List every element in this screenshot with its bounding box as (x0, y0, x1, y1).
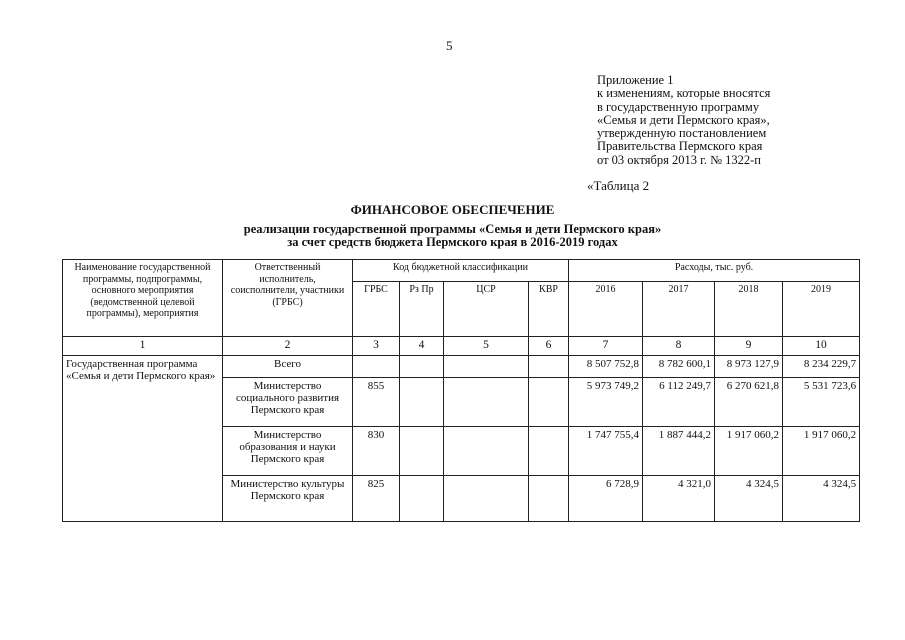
expense-2017-cell: 1 887 444,2 (643, 427, 715, 476)
header-2017: 2017 (643, 282, 715, 337)
appendix-line: Правительства Пермского края (597, 139, 763, 154)
header-row-1 (63, 260, 860, 282)
column-number: 5 (444, 337, 529, 356)
column-number-row (63, 337, 860, 356)
appendix-line: к изменениям, которые вносятся (597, 86, 771, 101)
expense-2016-cell: 8 507 752,8 (569, 356, 643, 378)
program-name-cell: Государственная программа «Семья и дети Пермского края» (63, 356, 223, 522)
kvr-cell (529, 378, 569, 427)
expense-2017-cell: 8 782 600,1 (643, 356, 715, 378)
header-csr: ЦСР (444, 282, 529, 337)
table-label: «Таблица 2 (587, 178, 650, 193)
column-number: 7 (569, 337, 643, 356)
subtitle-line-1: реализации государственной программы «Семья и дети Пермского края» (243, 222, 662, 236)
column-number: 8 (643, 337, 715, 356)
grbs-cell: 825 (353, 476, 400, 522)
expense-2019-cell: 8 234 229,7 (783, 356, 860, 378)
page-number: 5 (446, 38, 453, 53)
expense-2018-cell: 6 270 621,8 (715, 378, 783, 427)
expense-2019-cell: 1 917 060,2 (783, 427, 860, 476)
csr-cell (444, 378, 529, 427)
column-number: 2 (223, 337, 353, 356)
expense-2016-cell: 5 973 749,2 (569, 378, 643, 427)
executor-cell: Министерство культуры Пермского края (223, 476, 353, 522)
column-number: 6 (529, 337, 569, 356)
column-number: 10 (783, 337, 860, 356)
expense-2016-cell: 1 747 755,4 (569, 427, 643, 476)
executor-cell: Министерство образования и науки Пермского края (223, 427, 353, 476)
rzpr-cell (400, 427, 444, 476)
document-title: ФИНАНСОВОЕ ОБЕСПЕЧЕНИЕ (350, 202, 555, 217)
header-rzpr: Рз Пр (400, 282, 444, 337)
header-kvr: КВР (529, 282, 569, 337)
header-grbs: ГРБС (353, 282, 400, 337)
appendix-line: Приложение 1 (597, 73, 674, 87)
grbs-cell (353, 356, 400, 378)
rzpr-cell (400, 476, 444, 522)
subtitle-line-2: за счет средств бюджета Пермского края в 2016-2019 годах (287, 235, 618, 249)
kvr-cell (529, 356, 569, 378)
executor-cell: Министерство социального развития Пермского края (223, 378, 353, 427)
expense-2016-cell: 6 728,9 (569, 476, 643, 522)
column-number: 1 (63, 337, 223, 356)
column-number: 3 (353, 337, 400, 356)
appendix-line: от 03 октября 2013 г. № 1322-п (597, 152, 761, 167)
expense-2019-cell: 5 531 723,6 (783, 378, 860, 427)
grbs-cell: 855 (353, 378, 400, 427)
table-row (63, 356, 860, 378)
executor-cell: Всего (223, 356, 353, 378)
header-code-group: Код бюджетной классификации (353, 260, 569, 282)
expense-2017-cell: 4 321,0 (643, 476, 715, 522)
appendix-line: в государственную программу (597, 99, 760, 114)
appendix-note (597, 74, 857, 167)
kvr-cell (529, 427, 569, 476)
expense-2018-cell: 1 917 060,2 (715, 427, 783, 476)
header-expenses-group: Расходы, тыс. руб. (569, 260, 860, 282)
expense-2019-cell: 4 324,5 (783, 476, 860, 522)
csr-cell (444, 427, 529, 476)
expense-2017-cell: 6 112 249,7 (643, 378, 715, 427)
appendix-line: утвержденную постановлением (597, 126, 767, 141)
csr-cell (444, 476, 529, 522)
kvr-cell (529, 476, 569, 522)
expense-2018-cell: 8 973 127,9 (715, 356, 783, 378)
header-2018: 2018 (715, 282, 783, 337)
header-2016: 2016 (569, 282, 643, 337)
rzpr-cell (400, 356, 444, 378)
appendix-line: «Семья и дети Пермского края», (597, 112, 770, 127)
grbs-cell: 830 (353, 427, 400, 476)
header-name: Наименование государственной программы, подпрограммы, основного мероприятия (ведомственной целевой программы), мероприятия (63, 260, 223, 337)
expense-2018-cell: 4 324,5 (715, 476, 783, 522)
rzpr-cell (400, 378, 444, 427)
column-number: 4 (400, 337, 444, 356)
financing-table (62, 259, 860, 522)
header-2019: 2019 (783, 282, 860, 337)
column-number: 9 (715, 337, 783, 356)
document-subtitle (0, 223, 905, 249)
csr-cell (444, 356, 529, 378)
header-executor: Ответственный исполнитель, соисполнители, участники (ГРБС) (223, 260, 353, 337)
